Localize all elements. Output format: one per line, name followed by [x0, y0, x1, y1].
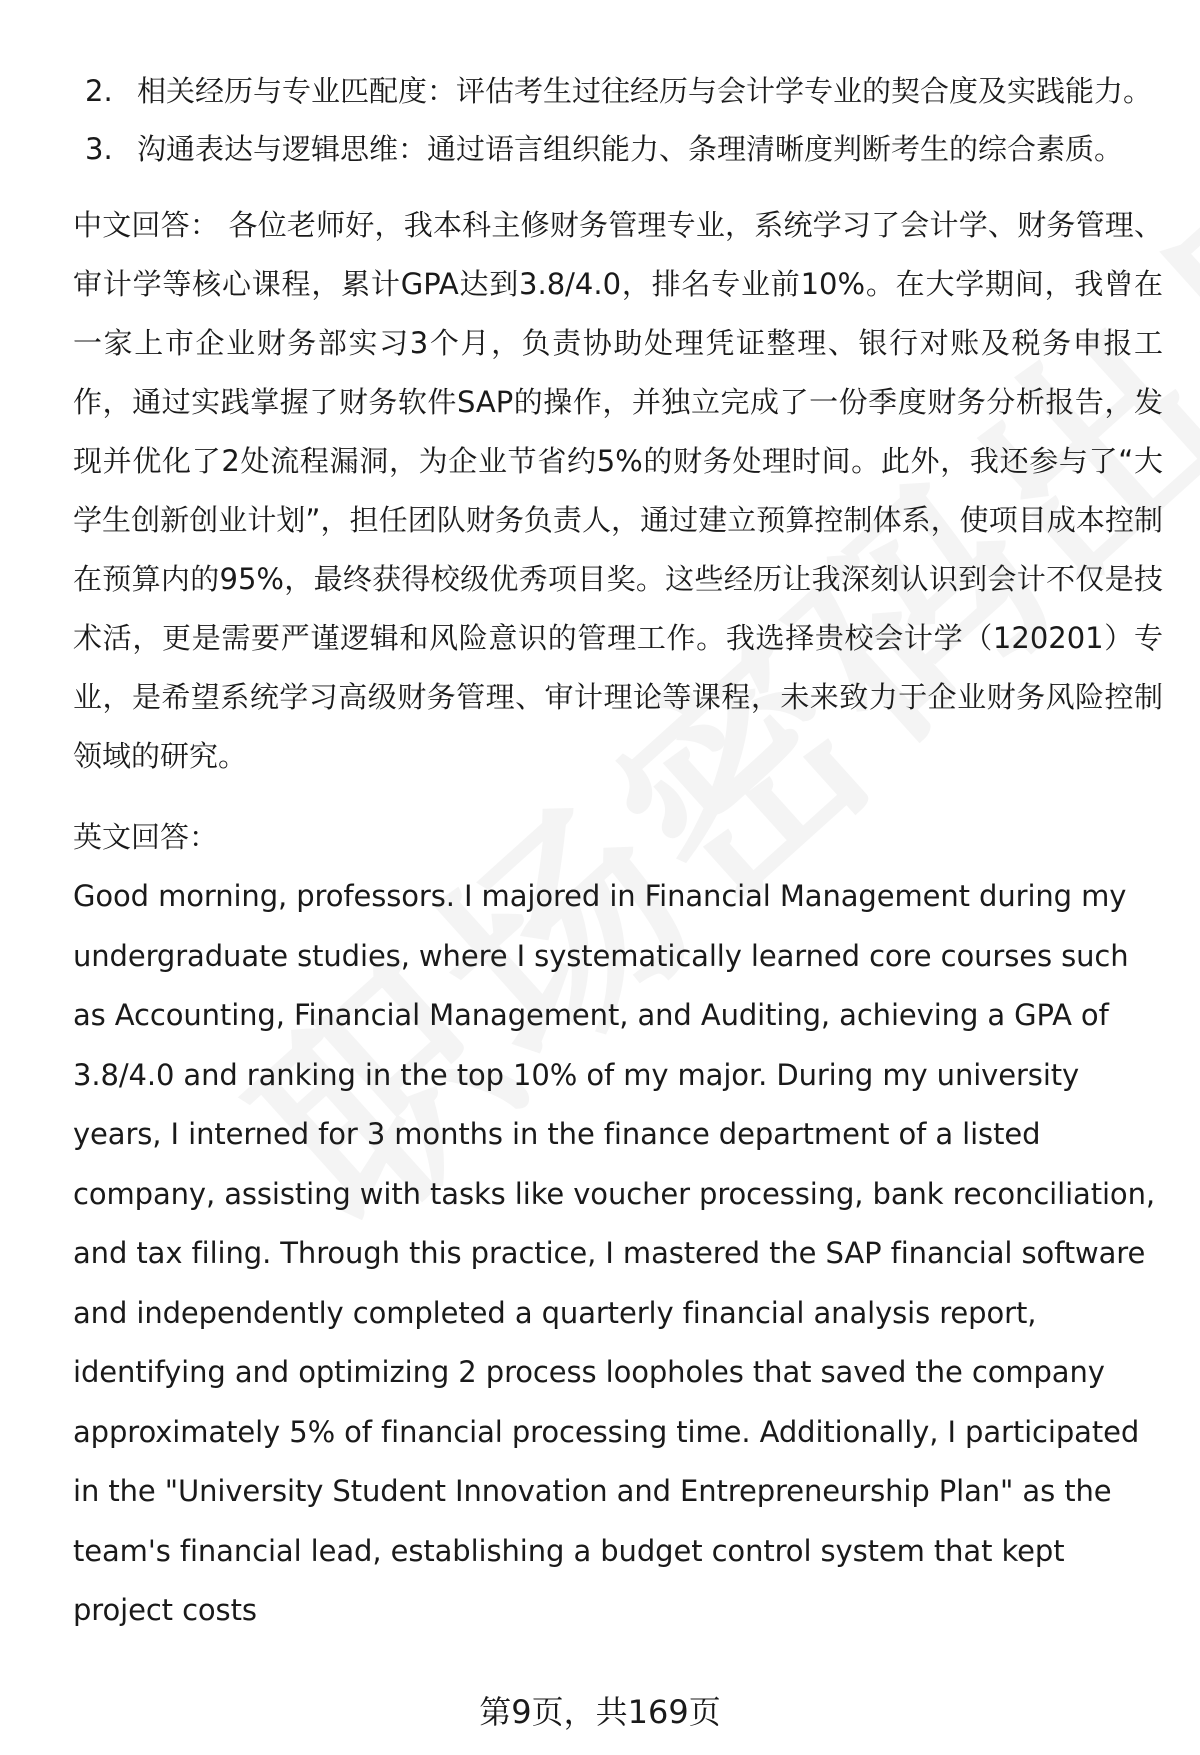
list-item [73, 120, 1163, 178]
list-item-number: 2. [85, 74, 113, 108]
criteria-list [73, 62, 1163, 178]
list-item-text: 沟通表达与逻辑思维：通过语言组织能力、条理清晰度判断考生的综合素质。 [137, 132, 1124, 166]
page-content [73, 62, 1163, 1641]
english-answer-label: 英文回答： [73, 820, 219, 854]
english-answer-paragraph: Good morning, professors. I majored in Financial Management during my undergraduate studies, where I systematically learned core courses such as Accounting, Financial Management, and Auditing, achieving a GPA of 3.8/4.0 and ranking in the top 10% of my major. During my university years, I interned for 3 months in the finance department of a listed company, assisting with tasks like voucher processing, bank reconciliation, and tax filing. Through this practice, I mastered the SAP financial software and independently completed a quarterly financial analysis report, identifying and optimizing 2 process loopholes that saved the company approximately 5% of financial processing time. Additionally, I participated in the "University Student Innovation and Entrepreneurship Plan" as the team's financial lead, establishing a budget control system that kept project costs [73, 879, 1155, 1627]
chinese-answer-paragraph: 中文回答： 各位老师好，我本科主修财务管理专业，系统学习了会计学、财务管理、审计学等核心课程，累计GPA达到3.8/4.0，排名专业前10%。在大学期间，我曾在一家上市企业财务部实习3个月，负责协助处理凭证整理、银行对账及税务申报工作，通过实践掌握了财务软件SAP的操作，并独立完成了一份季度财务分析报告，发现并优化了2处流程漏洞，为企业节省约5%的财务处理时间。此外，我还参与了“大学生创新创业计划”，担任团队财务负责人，通过建立预算控制体系，使项目成本控制在预算内的95%，最终获得校级优秀项目奖。这些经历让我深刻认识到会计不仅是技术活，更是需要严谨逻辑和风险意识的管理工作。我选择贵校会计学（120201）专业，是希望系统学习高级财务管理、审计理论等课程，未来致力于企业财务风险控制领域的研究。 [73, 208, 1163, 773]
list-item-number: 3. [85, 132, 113, 166]
list-item-text: 相关经历与专业匹配度：评估考生过往经历与会计学专业的契合度及实践能力。 [137, 74, 1153, 108]
list-item [73, 62, 1163, 120]
page-footer: 第9页，共169页 [479, 1693, 721, 1731]
